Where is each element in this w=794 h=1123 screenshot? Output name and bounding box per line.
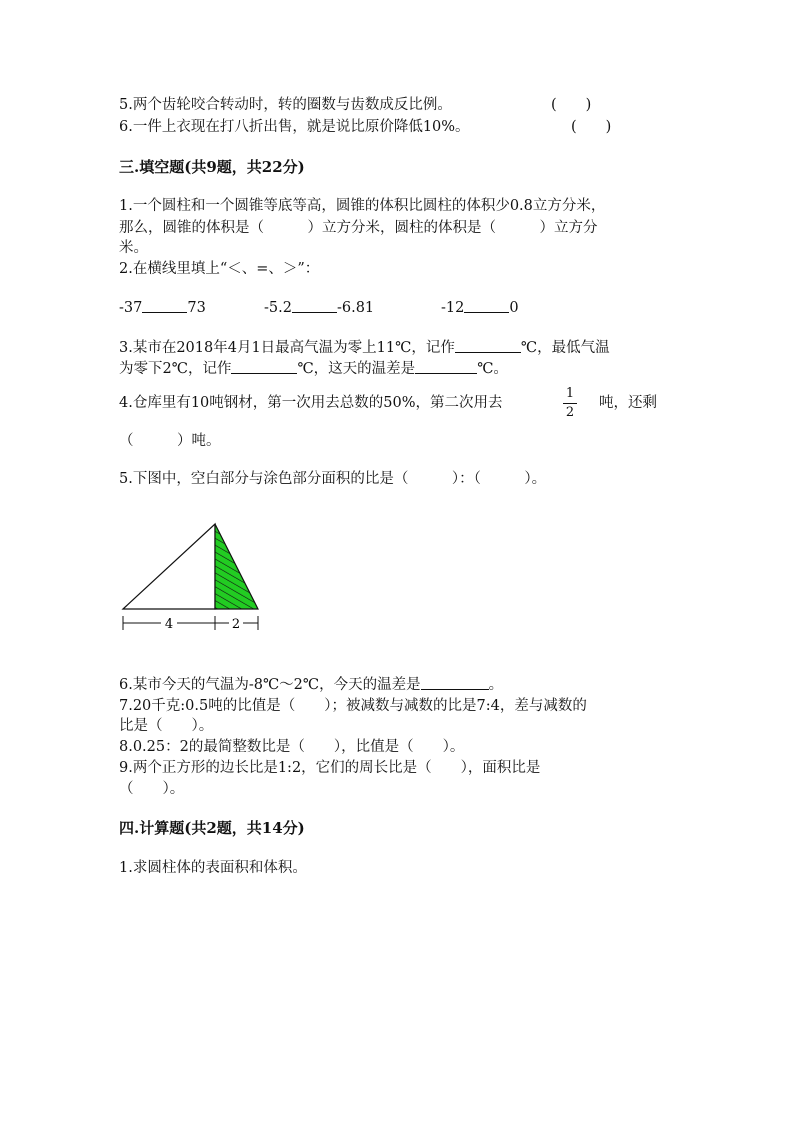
fill-q3-line2 (119, 359, 508, 379)
compare-b-right: -6.81 (336, 300, 375, 316)
fill-q4-line1: 4.仓库里有10吨钢材，第一次用去总数的50%，第二次用去 (119, 395, 503, 411)
judge-q5-text: 5.两个齿轮咬合转动时，转的圈数与齿数成反比例。 (119, 97, 452, 113)
fill-q9-line2: （ ）。 (119, 781, 185, 797)
fraction-numerator: 1 (565, 386, 575, 401)
fill-q3-line2-start: 为零下2℃，记作 (119, 361, 232, 377)
compare-c-blank[interactable] (464, 298, 509, 313)
compare-b-left: -5.2 (264, 300, 292, 316)
judge-q6-text: 6.一件上衣现在打八折出售，就是说比原价降低10%。 (119, 119, 470, 135)
fill-q3-line2-mid: ℃，这天的温差是 (297, 361, 416, 377)
fill-q1-line2: 那么，圆锥的体积是（ ）立方分米，圆柱的体积是（ ）立方分 (119, 220, 598, 236)
fill-q3-blank-3[interactable] (415, 359, 477, 374)
fill-q3-line1 (119, 338, 610, 358)
compare-c-right: 0 (509, 300, 519, 316)
fill-q2-text: 2.在横线里填上“＜、=、＞”： (119, 261, 320, 277)
fraction-bar (563, 403, 577, 404)
fill-q6-end: 。 (488, 677, 504, 693)
blank-triangle (123, 524, 215, 609)
compare-a-left: -37 (119, 300, 143, 316)
dim-label-4: 4 (164, 617, 174, 632)
fill-q8: 8.0.25：2的最简整数比是（ ），比值是（ ）。 (119, 739, 465, 755)
fill-q6-text: 6.某市今天的气温为-8℃～2℃，今天的温差是 (119, 677, 421, 693)
fill-q9-line1: 9.两个正方形的边长比是1:2，它们的周长比是（ ），面积比是 (119, 760, 541, 776)
fill-q3-line1-end: ℃，最低气温 (520, 340, 610, 356)
fill-q3-line1-start: 3.某市在2018年4月1日最高气温为零上11℃，记作 (119, 340, 455, 356)
compare-c-left: -12 (441, 300, 465, 316)
section-3-heading: 三.填空题(共9题，共22分) (119, 158, 305, 176)
calc-q1: 1.求圆柱体的表面积和体积。 (119, 860, 307, 876)
fill-q3-blank-1[interactable] (455, 338, 521, 353)
judge-q5-answer-paren: ( ) (551, 97, 592, 113)
fill-q3-line2-end: ℃。 (477, 361, 508, 377)
compare-a-right: 73 (187, 300, 206, 316)
fill-q5-text: 5.下图中，空白部分与涂色部分面积的比是（ ）：（ ）。 (119, 471, 547, 487)
triangle-figure (116, 516, 266, 636)
compare-b-blank[interactable] (292, 298, 337, 313)
fraction-one-half (563, 386, 577, 421)
shaded-triangle (215, 524, 258, 609)
fill-q2-compare-a (119, 298, 206, 318)
fill-q6 (119, 675, 503, 695)
fill-q4-line2: （ ）吨。 (119, 433, 221, 449)
judge-q6-answer-paren: ( ) (571, 119, 612, 135)
fill-q4-line1-end: 吨，还剩 (599, 395, 657, 411)
fill-q1-line3: 米。 (119, 240, 148, 256)
section-4-heading: 四.计算题(共2题，共14分) (119, 819, 305, 837)
fill-q7-line2: 比是（ ）。 (119, 718, 214, 734)
compare-a-blank[interactable] (142, 298, 187, 313)
fill-q6-blank[interactable] (421, 675, 489, 690)
fill-q2-compare-b (264, 298, 374, 318)
fill-q7-line1: 7.20千克:0.5吨的比值是（ ）；被减数与减数的比是7:4，差与减数的 (119, 698, 587, 714)
fill-q1-line1: 1.一个圆柱和一个圆锥等底等高，圆锥的体积比圆柱的体积少0.8立方分米， (119, 198, 606, 214)
fill-q3-blank-2[interactable] (231, 359, 297, 374)
fraction-denominator: 2 (565, 405, 575, 420)
fill-q2-compare-c (441, 298, 519, 318)
dim-label-2: 2 (231, 617, 241, 632)
